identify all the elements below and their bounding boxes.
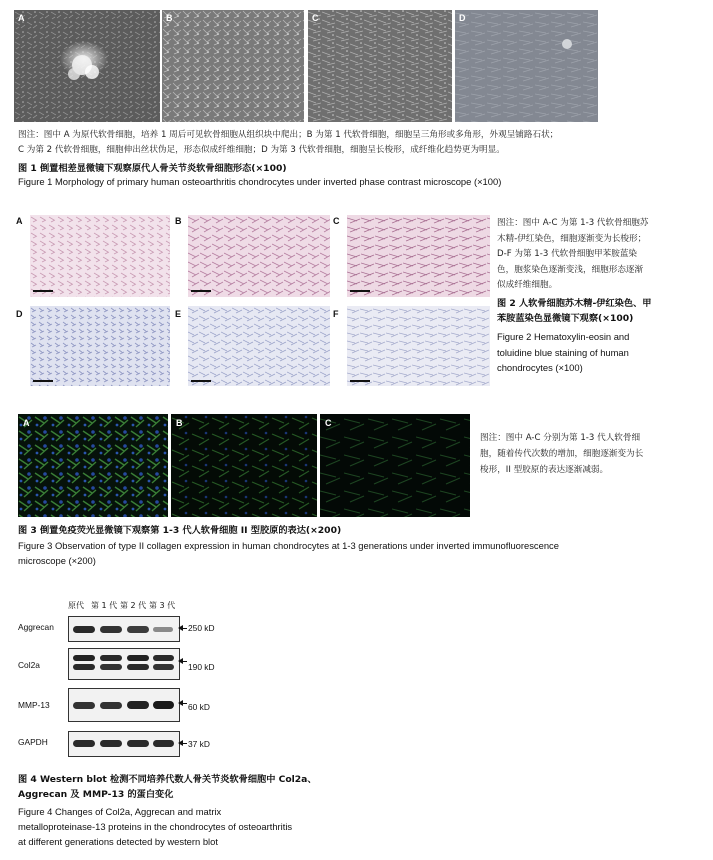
- blot-gapdh: [68, 731, 180, 757]
- figure4-row-kd: 250 kD: [188, 623, 215, 633]
- figure4-lane-label: 原代: [68, 601, 84, 610]
- blot-band: [73, 740, 95, 747]
- figure2-caption-cn: [497, 296, 709, 326]
- figure4-caption-en: [18, 804, 418, 849]
- scale-bar: [191, 290, 211, 292]
- figure1-panel-a-label: A: [18, 13, 25, 23]
- blot-band: [100, 702, 122, 709]
- figure3-panel-b-label: B: [176, 418, 183, 428]
- figure4-arrow: [179, 628, 187, 629]
- figure4-caption-cn: [18, 772, 418, 802]
- figure3-caption-en: [18, 538, 708, 568]
- figure3-panel-a-image: [18, 414, 168, 517]
- figure1-note-line-2: C 为第 2 代软骨细胞，细胞伸出丝状伪足，形态似成纤维细胞；D 为第 3 代软骨细胞，细胞呈长梭形，成纤维化趋势更为明显。: [18, 145, 505, 155]
- blot-band: [73, 655, 95, 661]
- blot-band: [153, 627, 173, 632]
- figure2-panel-f-image: [347, 306, 490, 386]
- blot-band: [100, 626, 122, 633]
- figure2-note-line: 木精-伊红染色，细胞逐渐变为长梭形；: [497, 233, 647, 244]
- figure4-row-name: GAPDH: [18, 737, 48, 747]
- figure4-row-name: Col2a: [18, 660, 40, 670]
- blot-band: [100, 740, 122, 747]
- figure2-panel-d-image: [30, 306, 170, 386]
- figure2-caption-en: [497, 329, 709, 376]
- blot-band: [153, 740, 174, 747]
- figure1-panel-d-label: D: [459, 13, 466, 23]
- figure2-panel-b-image: [188, 215, 330, 297]
- figure4-lane-label: 第 1 代: [91, 601, 118, 610]
- figure2-panel-f-label: F: [333, 309, 339, 319]
- scale-bar: [33, 380, 53, 382]
- scale-bar: [191, 380, 211, 382]
- figure4-caption-en-line: Figure 4 Changes of Col2a, Aggrecan and matrix: [18, 806, 222, 817]
- blot-band: [127, 655, 149, 661]
- figure4-arrow: [179, 661, 187, 662]
- figure1-panel-a-image: [14, 10, 160, 122]
- figure3-panel-c-label: C: [325, 418, 332, 428]
- figure3-caption-cn: 图 3 倒置免疫荧光显微镜下观察第 1-3 代人软骨细胞 II 型胶原的表达(×200): [18, 525, 342, 536]
- figure4-arrow: [179, 703, 187, 704]
- figure2-note: [497, 216, 709, 294]
- figure1-panel-c-label: C: [312, 13, 319, 23]
- blot-band: [153, 701, 174, 709]
- figure2-note-line: 色，胞浆染色逐渐变浅，细胞形态逐渐: [497, 264, 644, 275]
- figure2-panel-a-image: [30, 215, 170, 297]
- figure2-caption-cn-line: 苯胺蓝染色显微镜下观察(×100): [497, 313, 634, 324]
- blot-band: [127, 664, 149, 670]
- figure4-caption-en-line: at different generations detected by western blot: [18, 836, 218, 847]
- scale-bar: [350, 380, 370, 382]
- figure4-row-name: Aggrecan: [18, 622, 54, 632]
- figure3-note-line: 图注：图中 A-C 分别为第 1-3 代人软骨细: [480, 433, 641, 443]
- blot-band: [153, 655, 174, 661]
- figure4-caption-cn-line: Aggrecan 及 MMP-13 的蛋白变化: [18, 789, 174, 800]
- figure3-caption-en-line: microscope (×200): [18, 555, 96, 566]
- scale-bar: [350, 290, 370, 292]
- blot-band: [100, 655, 122, 661]
- figure3-note-line: 胞，随着传代次数的增加，细胞逐渐变为长: [480, 449, 644, 459]
- figure2-panel-c-label: C: [333, 216, 340, 226]
- figure3-note: [480, 430, 708, 478]
- figure4-lane-label: 第 2 代: [120, 601, 147, 610]
- figure4-caption-en-line: metalloproteinase-13 proteins in the chondrocytes of osteoarthritis: [18, 821, 293, 832]
- figure2-panel-b-label: B: [175, 216, 182, 226]
- figure1-caption-en: Figure 1 Morphology of primary human osteoarthritis chondrocytes under inverted phase contrast microscope (×100): [18, 176, 502, 187]
- figure2-panel-e-image: [188, 306, 330, 386]
- blot-band: [100, 664, 122, 670]
- figure3-panel-a-label: A: [23, 418, 30, 428]
- scale-bar: [33, 290, 53, 292]
- figure3-caption-en-line: Figure 3 Observation of type II collagen expression in human chondrocytes at 1-3 generations under inverted immunofluorescence: [18, 540, 559, 551]
- blot-band: [73, 664, 95, 670]
- figure3-note-line: 梭形，II 型胶原的表达逐渐减弱。: [480, 465, 609, 475]
- figure4-row-name: MMP-13: [18, 700, 50, 710]
- figure4-row-kd: 37 kD: [188, 739, 210, 749]
- figure2-caption-en-line: toluidine blue staining of human: [497, 346, 629, 358]
- blot-band: [153, 664, 174, 670]
- figure2-panel-e-label: E: [175, 309, 182, 319]
- blot-band: [73, 702, 95, 709]
- figure3-panel-b-image: [171, 414, 317, 517]
- figure1-panel-c-image: [308, 10, 452, 122]
- figure4-row-kd: 60 kD: [188, 702, 210, 712]
- figure2-note-line: D-F 为第 1-3 代软骨细胞甲苯胺蓝染: [497, 249, 638, 259]
- figure2-note-line: 图注：图中 A-C 为第 1-3 代软骨细胞苏: [497, 218, 649, 228]
- figure2-panel-c-image: [347, 215, 490, 297]
- figure2-panel-d-label: D: [16, 309, 23, 319]
- figure1-note-line-1: 图注：图中 A 为原代软骨细胞，培养 1 周后可见软骨细胞从组织块中爬出；B 为第 1 代软骨细胞，细胞呈三角形或多角形，外观呈铺路石状；: [18, 130, 559, 140]
- blot-aggrecan: [68, 616, 180, 642]
- figure4-row-kd: 190 kD: [188, 662, 215, 672]
- blot-band: [73, 626, 95, 633]
- figure4-lane-label: 第 3 代: [149, 601, 176, 610]
- blot-band: [127, 701, 149, 709]
- blot-band: [127, 626, 149, 633]
- figure1-panel-b-label: B: [166, 13, 173, 23]
- blot-band: [127, 740, 149, 747]
- figure2-caption-en-line: chondrocytes (×100): [497, 362, 583, 373]
- figure2-panel-a-label: A: [16, 216, 23, 226]
- blot-mmp13: [68, 688, 180, 722]
- figure3-panel-c-image: [320, 414, 470, 517]
- figure4-caption-cn-line: 图 4 Western blot 检测不同培养代数人骨关节炎软骨细胞中 Col2a、: [18, 774, 317, 785]
- figure2-note-line: 似成纤维细胞。: [497, 280, 558, 290]
- figure2-caption-cn-line: 图 2 人软骨细胞苏木精-伊红染色、甲: [497, 298, 652, 309]
- figure2-caption-en-line: Figure 2 Hematoxylin-eosin and: [497, 331, 630, 342]
- blot-col2a: [68, 648, 180, 680]
- figure1-caption-cn: 图 1 倒置相差显微镜下观察原代人骨关节炎软骨细胞形态(×100): [18, 163, 287, 174]
- figure1-panel-d-image: [455, 10, 598, 122]
- figure1-panel-b-image: [162, 10, 304, 122]
- figure4-arrow: [179, 743, 187, 744]
